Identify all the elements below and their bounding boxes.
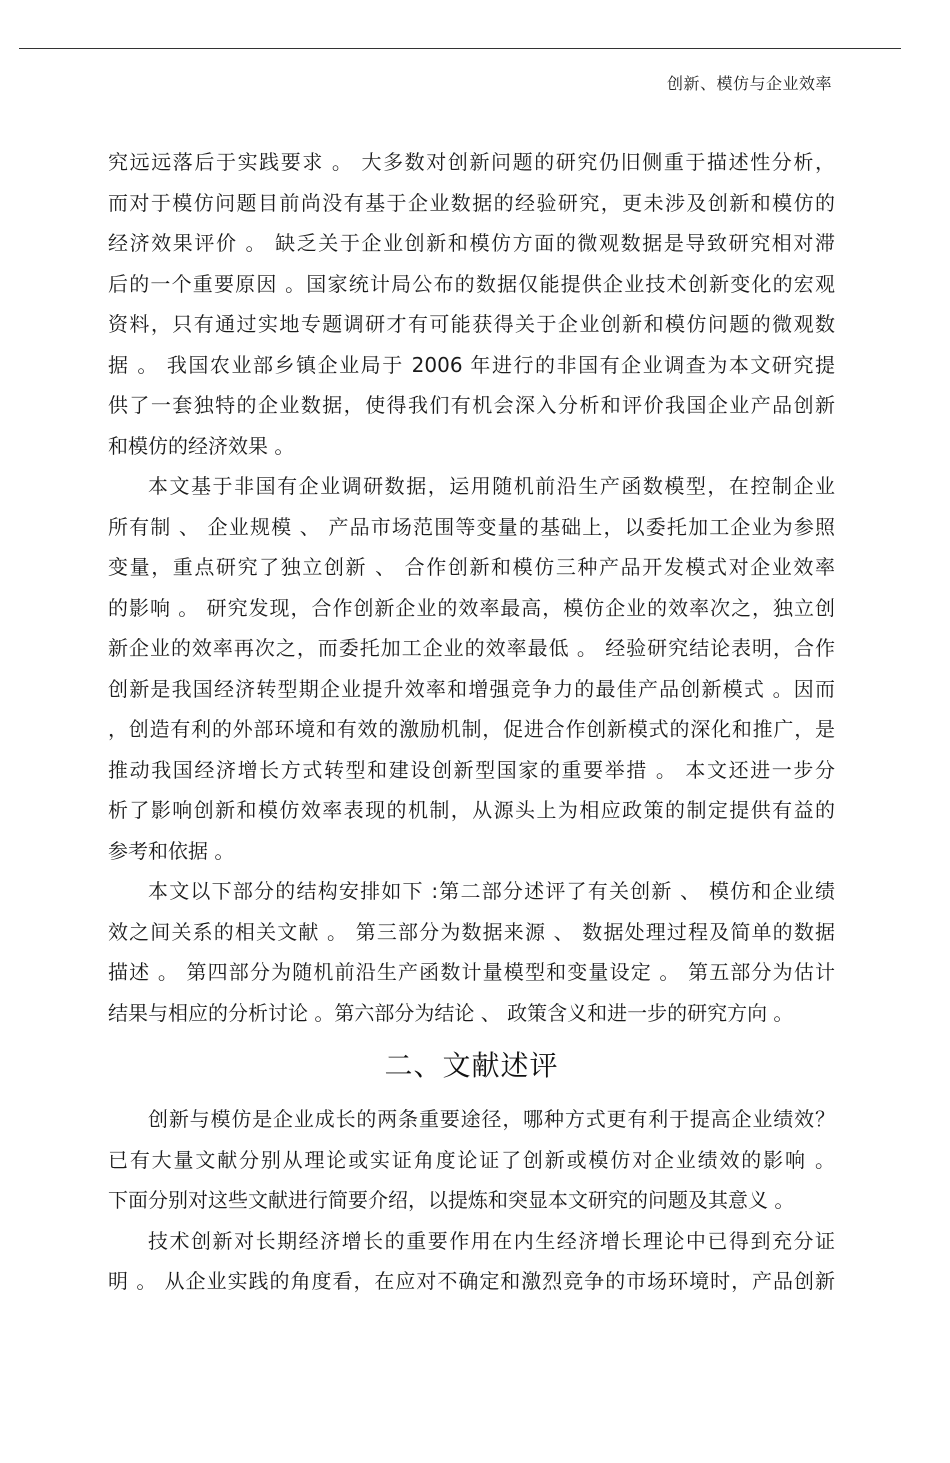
text-line: 所有制 、 企业规模 、 产品市场范围等变量的基础上，以委托加工企业为参照 [108, 514, 835, 539]
text-line: 供了一套独特的企业数据，使得我们有机会深入分析和评价我国企业产品创新 [108, 393, 835, 417]
paragraph-4 [108, 1099, 835, 1221]
text-line: 和模仿的经济效果 。 [108, 433, 295, 458]
text-line: 据 。 我国农业部乡镇企业局于 2006 年进行的非国有企业调查为本文研究提 [108, 352, 835, 377]
page-body [108, 142, 835, 1302]
text-line: 而对于模仿问题目前尚没有基于企业数据的经验研究，更未涉及创新和模仿的 [108, 190, 835, 215]
text-line: 资料，只有通过实地专题调研才有可能获得关于企业创新和模仿问题的微观数 [108, 312, 835, 336]
text-line: 已有大量文献分别从理论或实证角度论证了创新或模仿对企业绩效的影响 。 [108, 1147, 835, 1172]
text-line: 析了影响创新和模仿效率表现的机制，从源头上为相应政策的制定提供有益的 [108, 798, 835, 822]
text-line: ，创造有利的外部环境和有效的激励机制，促进合作创新模式的深化和推广，是 [108, 717, 835, 741]
text-line: 描述 。 第四部分为随机前沿生产函数计量模型和变量设定 。 第五部分为估计 [108, 960, 835, 984]
text-line: 创新是我国经济转型期企业提升效率和增强竞争力的最佳产品创新模式 。因而 [108, 676, 835, 701]
text-line: 新企业的效率再次之，而委托加工企业的效率最低 。 经验研究结论表明，合作 [108, 636, 835, 660]
text-line: 本文以下部分的结构安排如下 :第二部分述评了有关创新 、 模仿和企业绩 [148, 879, 835, 903]
text-line: 推动我国经济增长方式转型和建设创新型国家的重要举措 。 本文还进一步分 [108, 757, 835, 782]
text-line: 创新与模仿是企业成长的两条重要途径，哪种方式更有利于提高企业绩效？ [148, 1107, 835, 1131]
paragraph-1 [108, 142, 835, 466]
text-line: 下面分别对这些文献进行简要介绍，以提炼和突显本文研究的问题及其意义 。 [108, 1188, 795, 1212]
text-line: 后的一个重要原因 。国家统计局公布的数据仅能提供企业技术创新变化的宏观 [108, 271, 835, 296]
section-heading: 二、文献述评 [384, 1049, 559, 1082]
text-line: 技术创新对长期经济增长的重要作用在内生经济增长理论中已得到充分证 [148, 1228, 835, 1253]
text-line: 明 。 从企业实践的角度看，在应对不确定和激烈竞争的市场环境时，产品创新 [108, 1269, 835, 1293]
text-line: 经济效果评价 。 缺乏关于企业创新和模仿方面的微观数据是导致研究相对滞 [108, 231, 835, 255]
text-line: 结果与相应的分析讨论 。第六部分为结论 、 政策含义和进一步的研究方向 。 [108, 1000, 794, 1025]
text-line: 本文基于非国有企业调研数据，运用随机前沿生产函数模型，在控制企业 [148, 474, 835, 498]
running-header: 创新、模仿与企业效率 [666, 74, 832, 93]
header-rule [19, 48, 901, 49]
paragraph-3 [108, 871, 835, 1033]
text-line: 变量，重点研究了独立创新 、 合作创新和模仿三种产品开发模式对企业效率 [108, 555, 835, 579]
paragraph-2 [108, 466, 835, 871]
text-line: 效之间关系的相关文献 。 第三部分为数据来源 、 数据处理过程及简单的数据 [108, 919, 835, 944]
text-line: 究远远落后于实践要求 。 大多数对创新问题的研究仍旧侧重于描述性分析， [108, 150, 835, 174]
paragraph-5 [108, 1221, 835, 1302]
text-line: 的影响 。 研究发现，合作创新企业的效率最高，模仿企业的效率次之，独立创 [108, 595, 835, 620]
text-line: 参考和依据 。 [108, 838, 235, 863]
